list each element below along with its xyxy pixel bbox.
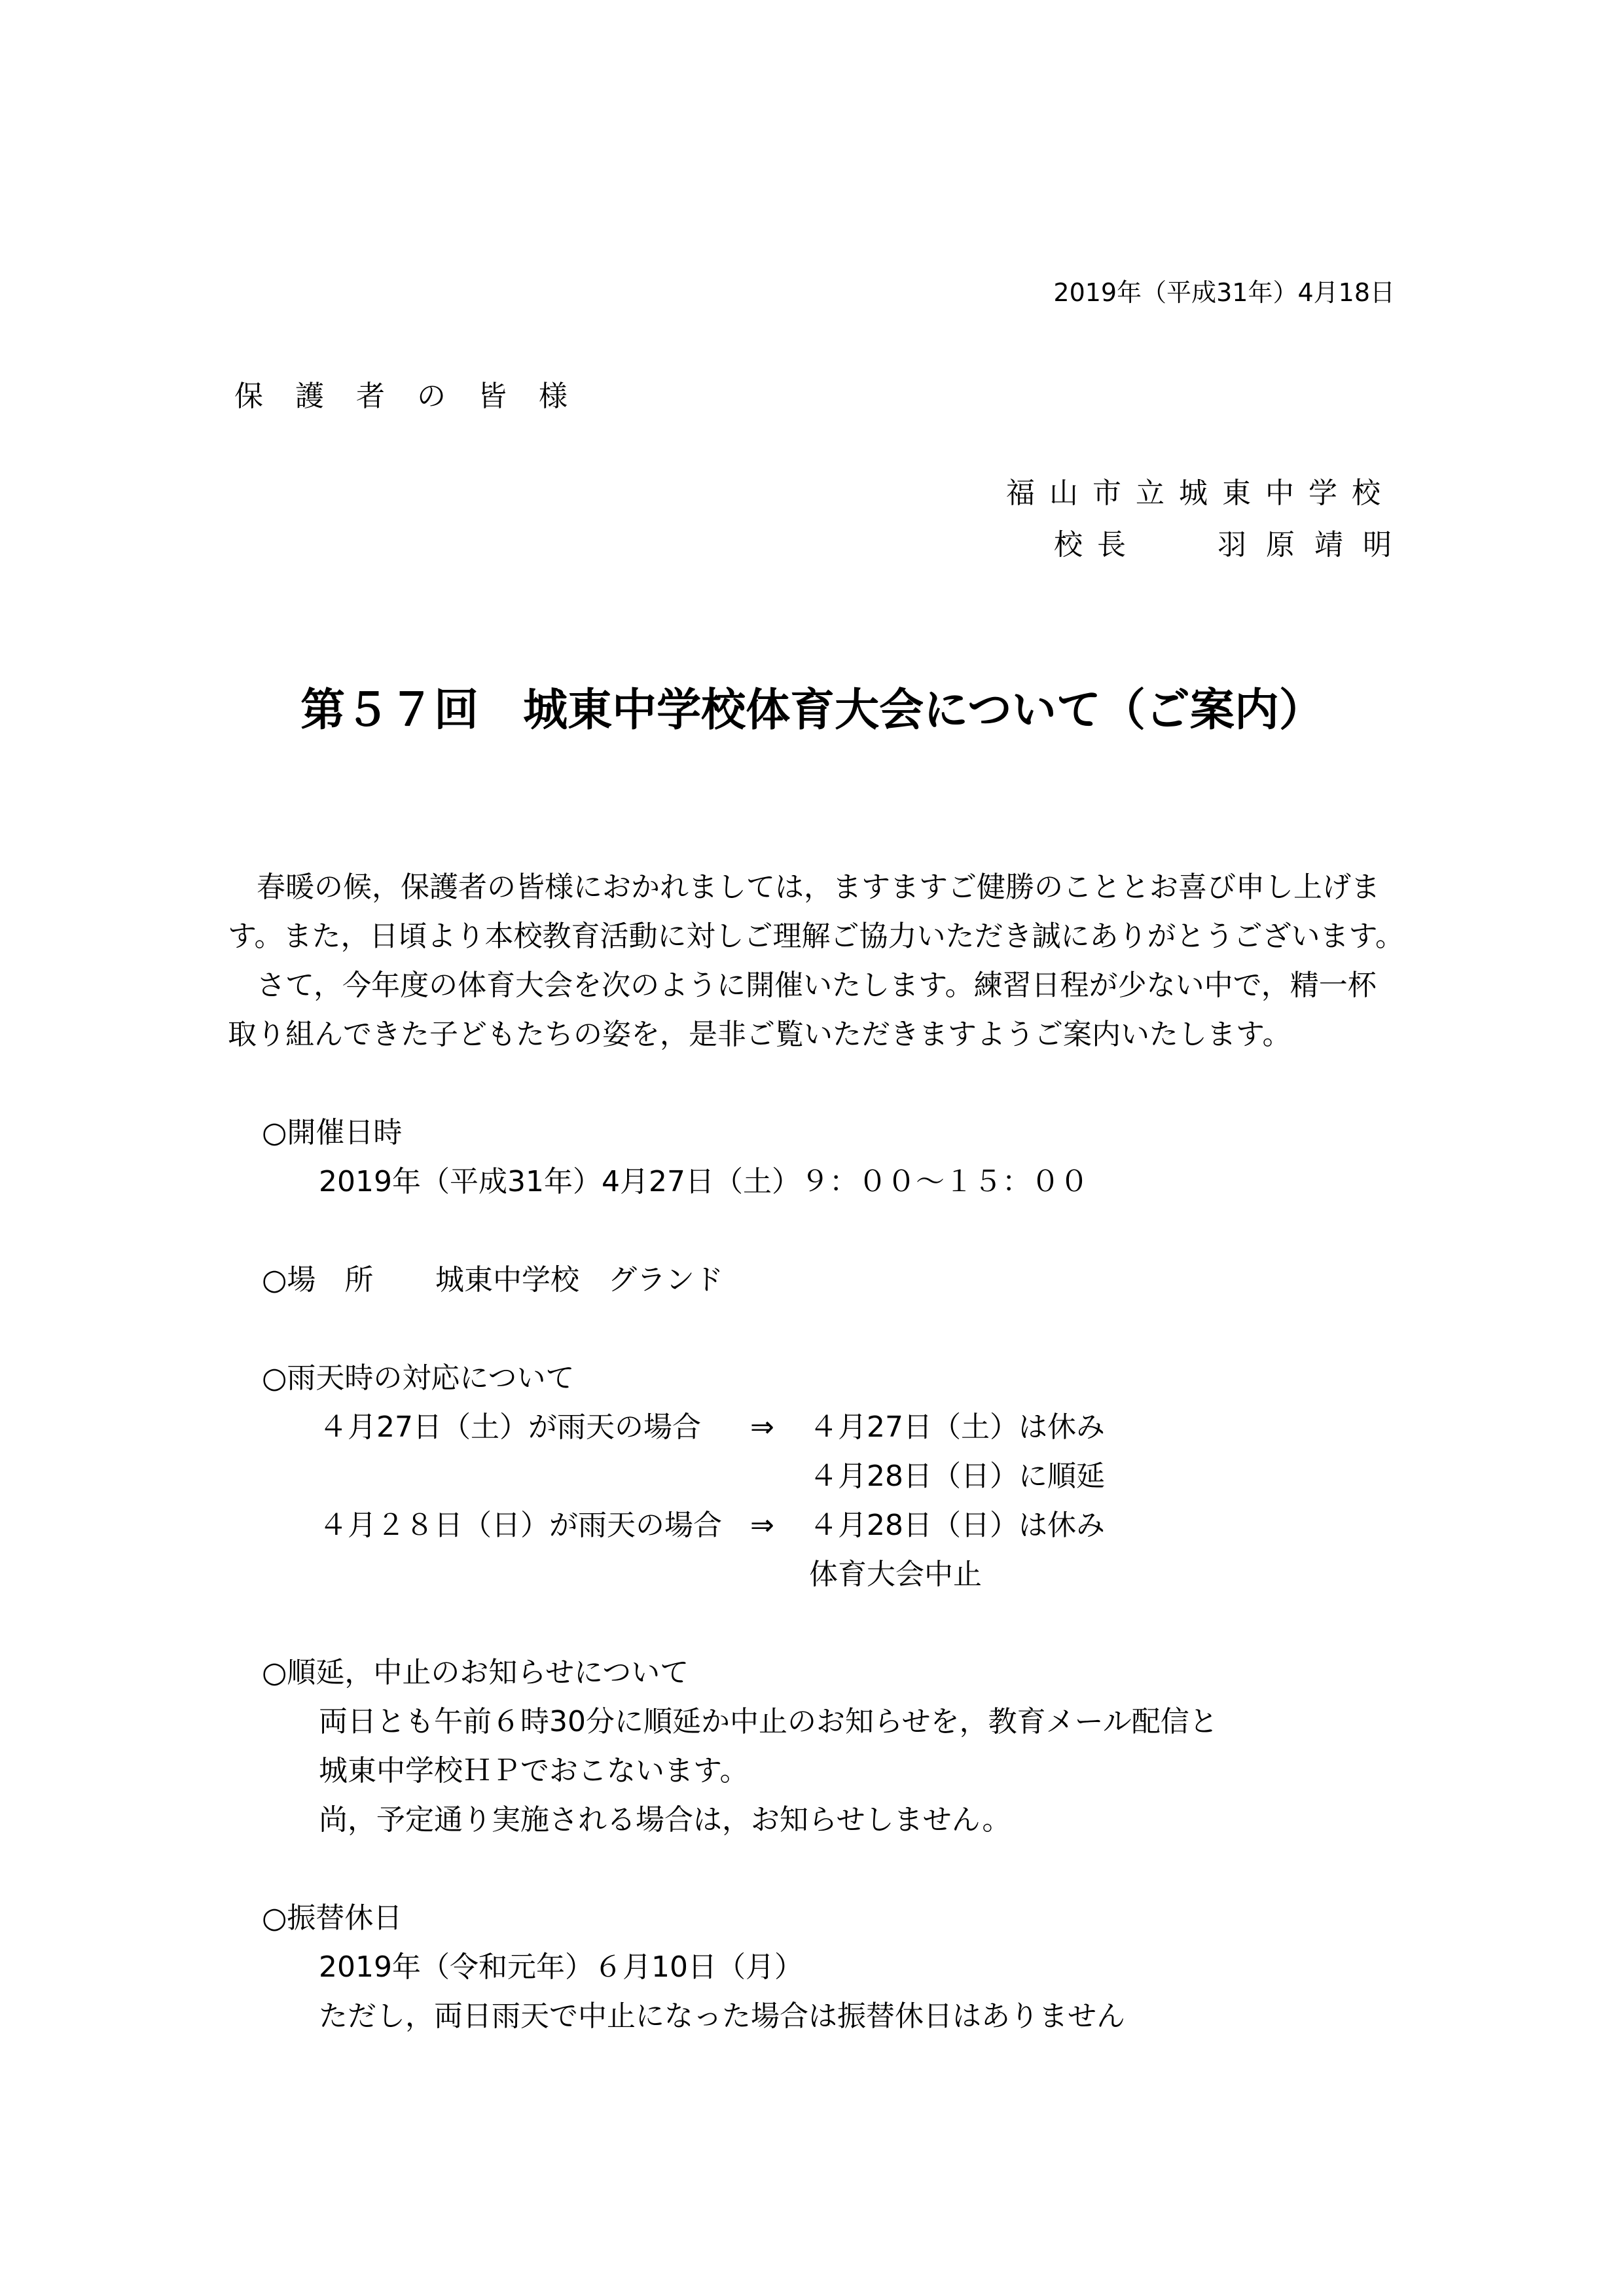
notice-line: 尚，予定通り実施される場合は，お知らせしません。 [319, 1803, 1011, 1837]
notice-line: 城東中学校ＨＰでおこないます。 [319, 1754, 749, 1787]
addressee: 保護者の皆様 [234, 380, 600, 413]
sender-name: 羽原靖明 [1218, 528, 1411, 562]
issue-date: 2019年（平成31年）4月18日 [1053, 278, 1395, 307]
greeting-line: す。また，日頃より本校教育活動に対しご理解ご協力いただき誠にありがとうございます。 [228, 920, 1404, 953]
greeting-line: 取り組んできた子どもたちの姿を，是非ご覧いただきますようご案内いたします。 [228, 1018, 1291, 1051]
greeting-line: さて，今年度の体育大会を次のように開催いたします。練習日程が少ない中で，精一杯 [228, 969, 1377, 1002]
holiday-line: ただし，両日雨天で中止になった場合は振替休日はありません [319, 2000, 1125, 2033]
sender-principal [1054, 528, 1411, 563]
document-title: 第５７回 城東中学校体育大会について（ご案内） [300, 685, 1324, 736]
notice-line: 両日とも午前６時30分に順延か中止のお知らせを，教育メール配信と [319, 1705, 1218, 1738]
rain-result: 体育大会中止 [809, 1558, 982, 1591]
right-arrow-icon: ⇒ [750, 1509, 774, 1542]
rain-heading: ○雨天時の対応について [262, 1361, 575, 1395]
rain-result: ４月28日（日）は休み [809, 1509, 1105, 1542]
holiday-heading: ○振替休日 [262, 1901, 403, 1935]
rain-result: ４月28日（日）に順延 [809, 1460, 1105, 1493]
schedule-value: 2019年（平成31年）4月27日（土）９：００～１５：００ [319, 1165, 1089, 1198]
sender-role: 校長 [1054, 528, 1140, 562]
notice-heading: ○順延，中止のお知らせについて [262, 1656, 689, 1689]
location-label: ○場 所 [262, 1263, 374, 1297]
schedule-heading: ○開催日時 [262, 1116, 403, 1149]
right-arrow-icon: ⇒ [750, 1410, 774, 1444]
rain-result: ４月27日（土）は休み [809, 1410, 1105, 1444]
greeting-line: 春暖の候，保護者の皆様におかれましては，ますますご健勝のこととお喜び申し上げま [228, 870, 1380, 904]
rain-condition-1: ４月27日（土）が雨天の場合 [319, 1410, 701, 1444]
sender-school: 福山市立城東中学校 [1006, 476, 1395, 510]
rain-condition-2: ４月２８日（日）が雨天の場合 [319, 1509, 722, 1542]
location-value: 城東中学校 グランド [435, 1263, 723, 1297]
holiday-line: 2019年（令和元年）６月10日（月） [319, 1950, 803, 1984]
